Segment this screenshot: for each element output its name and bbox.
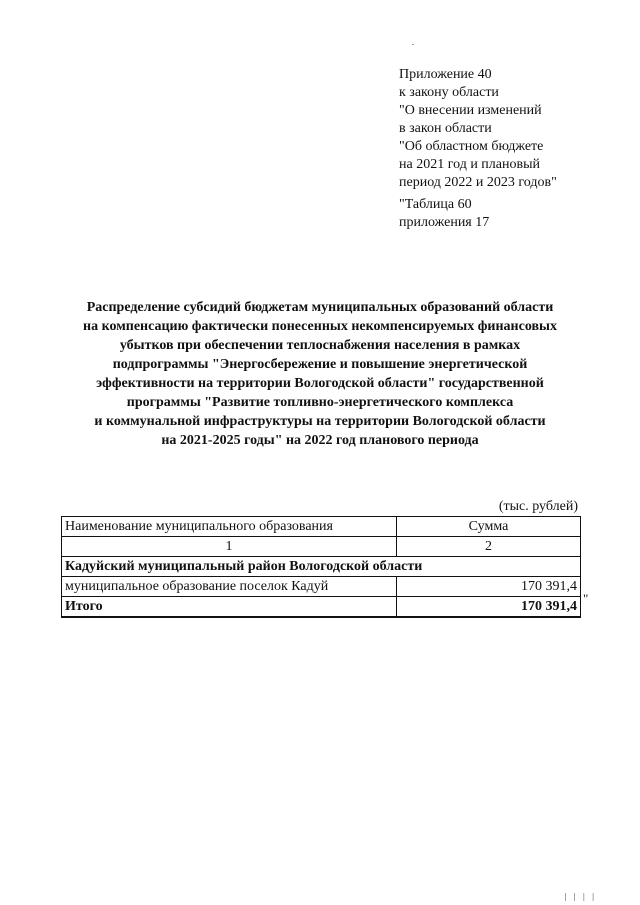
title-line: программы "Развитие топливно-энергетического комплекса [126, 395, 514, 410]
total-label-cell: Итого [62, 597, 397, 618]
header-name-cell: Наименование муниципального образования [62, 517, 397, 537]
table-header-row [62, 517, 581, 537]
attachment-line: в закон области [399, 121, 492, 136]
title-line: эффективности на территории Вологодской области" государственной [96, 376, 544, 391]
units-label: (тыс. рублей) [498, 499, 578, 514]
municipality-name-cell: муниципальное образование поселок Кадуй [62, 577, 397, 597]
title-line: и коммунальной инфраструктуры на территории Вологодской области [94, 414, 546, 429]
attachment-line: "Об областном бюджете [399, 139, 544, 154]
district-cell: Кадуйский муниципальный район Вологодской области [62, 557, 581, 577]
attachment-line: "Таблица 60 [399, 197, 472, 212]
municipality-amount-cell: 170 391,4 [397, 577, 581, 597]
title-line: убытков при обеспечении теплоснабжения населения в рамках [119, 338, 521, 353]
column-number-2: 2 [397, 537, 581, 557]
page-mark: | | | | [564, 892, 597, 901]
district-row [62, 557, 581, 577]
column-number-1: 1 [62, 537, 397, 557]
title-line: Распределение субсидий бюджетам муниципальных образований области [86, 300, 554, 315]
attachment-line: к закону области [399, 85, 499, 100]
title-line: на 2021-2025 годы" на 2022 год планового периода [161, 433, 479, 448]
title-line: на компенсацию фактически понесенных некомпенсируемых финансовых [83, 319, 557, 334]
attachment-line: Приложение 40 [399, 67, 492, 82]
attachment-line: период 2022 и 2023 годов" [399, 175, 557, 190]
total-row [62, 597, 581, 618]
closing-quote: " [583, 591, 589, 606]
title-line: подпрограммы "Энергосбережение и повышение энергетической [112, 357, 528, 372]
header-amount-cell: Сумма [397, 517, 581, 537]
column-number-row [62, 537, 581, 557]
scan-dot [412, 44, 414, 45]
document-title [40, 298, 600, 450]
total-amount-cell: 170 391,4 [397, 597, 581, 618]
attachment-header [399, 66, 629, 232]
attachment-line: на 2021 год и плановый [399, 157, 541, 172]
attachment-line: "О внесении изменений [399, 103, 542, 118]
subsidy-table [61, 516, 581, 618]
attachment-line: приложения 17 [399, 215, 490, 230]
table-row [62, 577, 581, 597]
